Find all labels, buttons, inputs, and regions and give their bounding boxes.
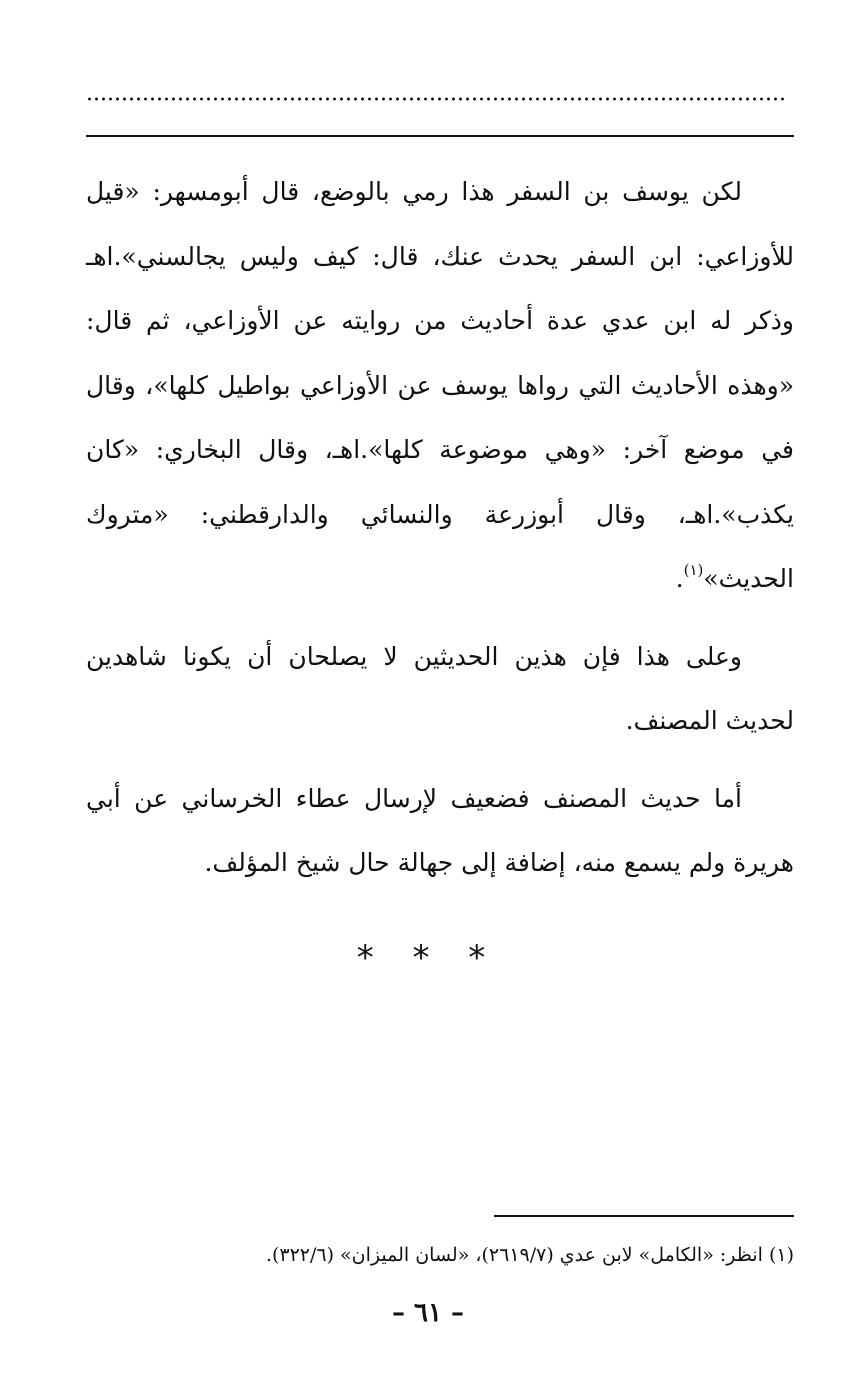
paragraph-3: أما حديث المصنف فضعيف لإرسال عطاء الخرساني عن أبي هريرة ولم يسمع منه، إضافة إلى جهالة حال شيخ المؤلف. [86, 783, 794, 877]
section-separator: * * * [356, 938, 500, 978]
header-rule [86, 135, 794, 137]
main-text [86, 160, 794, 896]
paragraph-1 [86, 160, 794, 612]
paragraph-1-end: . [675, 564, 684, 593]
page-number: – ٦١ – [391, 1298, 465, 1328]
paragraph-1-text: لكن يوسف بن السفر هذا رمي بالوضع، قال أبومسهر: «قيل للأوزاعي: ابن السفر يحدث عنك، قال: كيف وليس يجالسني».اهـ وذكر له ابن عدي عدة أحاديث من روايته عن الأوزاعي، ثم قال: «وهذه الأحاديث التي رواها يوسف عن الأوزاعي بواطيل كلها»، وقال في موضع آخر: «وهي موضوعة كلها».اهـ، وقال البخاري: «كان يكذب».اهـ، وقال أبوزرعة والنسائي والدارقطني: «متروك الحديث» [86, 177, 794, 593]
paragraph-2: وعلى هذا فإن هذين الحديثين لا يصلحان أن يكونا شاهدين لحديث المصنف. [86, 641, 794, 735]
footnote-rule [494, 1215, 794, 1217]
footnote-reference: (١) [683, 561, 704, 579]
header-dotted-line [86, 96, 788, 102]
footnote: (١) انظر: «الكامل» لابن عدي (٢٦١٩/٧)، «لسان الميزان» (٣٢٢/٦). [265, 1244, 794, 1266]
